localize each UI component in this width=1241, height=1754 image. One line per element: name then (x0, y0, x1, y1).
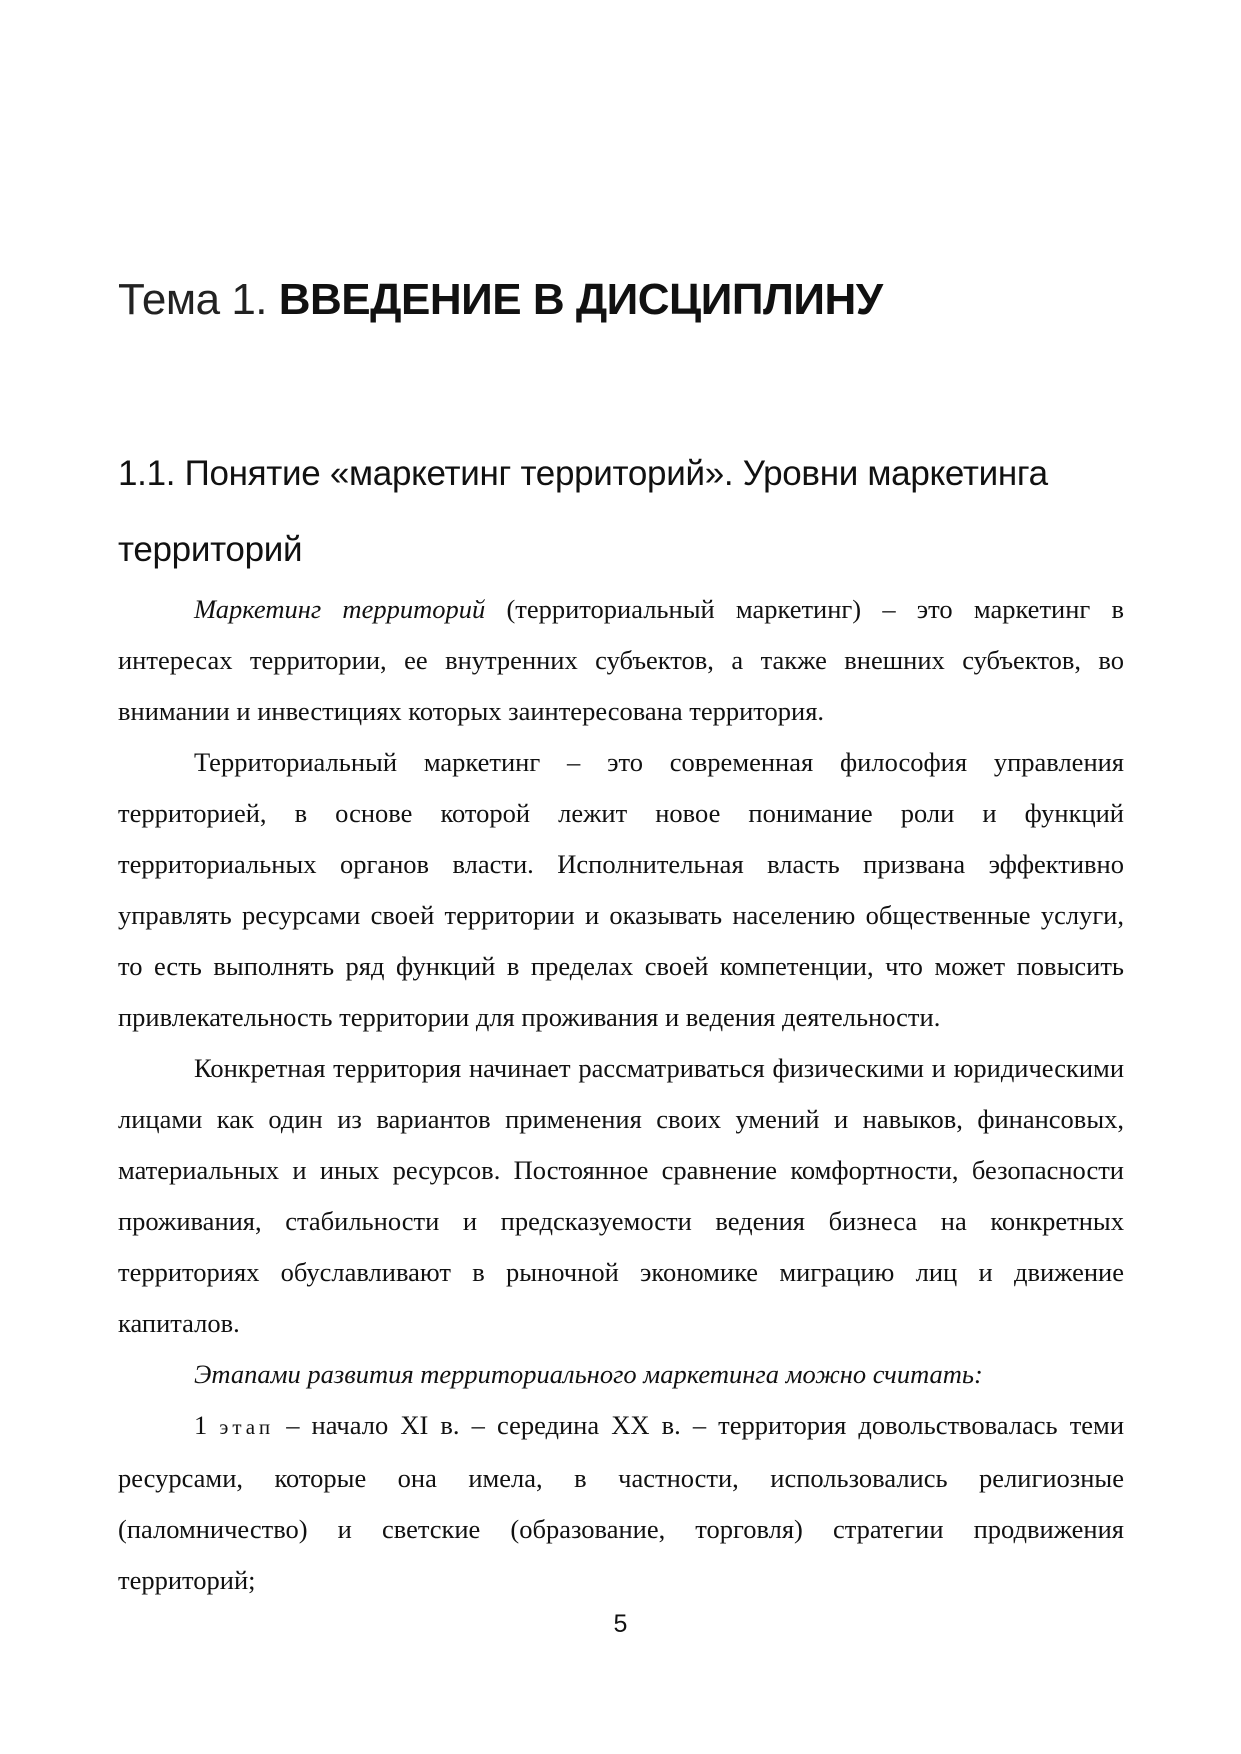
body-text (118, 584, 1124, 1606)
section-title: 1.1. Понятие «маркетинг территорий». Уровни маркетинга территорий (118, 454, 1048, 569)
stage-1-text: – начало XI в. – середина XX в. – территория довольствовалась теми ресурсами, которые она имела, в частности, использовались религиозные (паломничество) и светские (образование, торговля) стратегии продвижения территорий; (118, 1410, 1125, 1595)
paragraph-philosophy: Территориальный маркетинг – это современная философия управления территорией, в основе которой лежит новое понимание роли и функций территориальных органов власти. Исполнительная власть призвана эффективно управлять ресурсами своей территории и оказывать населению общественные услуги, то есть выполнять ряд функций в пределах своей компетенции, что может повысить привлекательность территории для проживания и ведения деятельности. (118, 747, 1124, 1032)
paragraph-stage-1 (118, 1400, 1124, 1606)
chapter-prefix: Тема 1. (118, 275, 279, 324)
stage-number: 1 (194, 1410, 220, 1440)
chapter-title (118, 274, 883, 327)
paragraph-definition (118, 584, 1124, 737)
stage-label: этап (219, 1415, 275, 1439)
definition-text: (территориальный маркетинг) – это маркетинг в интересах территории, ее внутренних субъектов, а также внешних субъектов, во внимании и инвестициях которых заинтересована территория. (118, 594, 1124, 726)
stages-intro-text: Этапами развития территориального маркетинга можно считать: (194, 1359, 983, 1389)
term-territory-marketing: Маркетинг территорий (194, 594, 486, 624)
page-number: 5 (613, 1610, 628, 1638)
paragraph-territory: Конкретная территория начинает рассматриваться физическими и юридическими лицами как один из вариантов применения своих умений и навыков, финансовых, материальных и иных ресурсов. Постоянное сравнение комфортности, безопасности проживания, стабильности и предсказуемости ведения бизнеса на конкретных территориях обуславливают в рыночной экономике миграцию лиц и движение капиталов. (118, 1053, 1124, 1338)
paragraph-stages-intro (118, 1349, 1124, 1400)
chapter-heading: ВВЕДЕНИЕ В ДИСЦИПЛИНУ (278, 275, 883, 324)
